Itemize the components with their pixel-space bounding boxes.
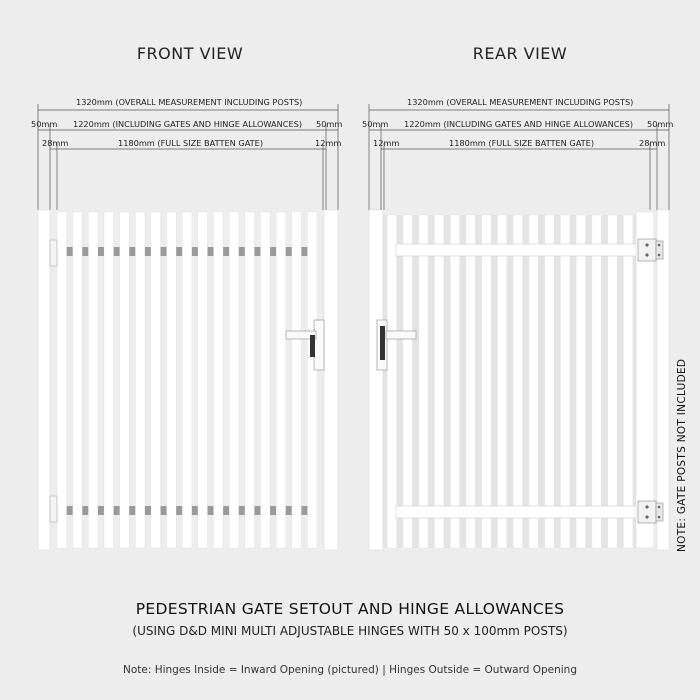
rear-slat (529, 215, 538, 548)
front-slat (120, 212, 130, 548)
front-rail-gap (208, 506, 214, 515)
rear-slat (513, 215, 522, 548)
front-slat (57, 212, 67, 548)
front-overall-dimension: 1320mm (OVERALL MEASUREMENT INCLUDING POSTS) (76, 97, 303, 107)
rear-right-gap-dimension: 28mm (639, 138, 666, 148)
front-slat (292, 212, 302, 548)
front-rail-gap (270, 247, 276, 256)
rear-slats (383, 215, 636, 548)
front-rail-gap (129, 247, 135, 256)
rear-dimension-lines (369, 104, 669, 210)
front-rail-gap (301, 506, 307, 515)
front-rail-gap (254, 506, 260, 515)
front-view-title: FRONT VIEW (136, 44, 244, 63)
front-left-post (38, 210, 50, 550)
front-slat (213, 212, 223, 548)
front-rail-gap (176, 506, 182, 515)
front-slat (245, 212, 255, 548)
front-slat (167, 212, 177, 548)
front-rail-gap (82, 247, 88, 256)
front-rail-gap (82, 506, 88, 515)
rear-left-post-dimension: 50mm (362, 119, 389, 129)
front-left-post-dimension: 50mm (31, 119, 58, 129)
rear-bottom-rail (396, 506, 638, 518)
front-rail-gap (192, 506, 198, 515)
front-rail-gap (192, 247, 198, 256)
front-right-post-dimension: 50mm (316, 119, 343, 129)
front-rail-gap (208, 247, 214, 256)
rear-slat (545, 215, 554, 548)
front-rail-gap (161, 506, 167, 515)
front-slat (260, 212, 270, 548)
front-right-post (324, 210, 338, 550)
rear-slat (608, 215, 617, 548)
front-rail-gap (145, 506, 151, 515)
front-slat (104, 212, 114, 548)
front-batten-gate-dimension: 1180mm (FULL SIZE BATTEN GATE) (118, 138, 264, 148)
front-slat (229, 212, 239, 548)
rear-slat (497, 215, 506, 548)
front-rail-gap (239, 506, 245, 515)
front-left-gap-dimension: 28mm (42, 138, 69, 148)
rear-slat (403, 215, 412, 548)
rear-view-title: REAR VIEW (472, 44, 568, 63)
front-rail-gap (114, 506, 120, 515)
rear-gates-hinge-dimension: 1220mm (INCLUDING GATES AND HINGE ALLOWANCES) (404, 119, 634, 129)
front-slat (151, 212, 161, 548)
rear-top-rail (396, 244, 638, 256)
rear-batten-gate-dimension: 1180mm (FULL SIZE BATTEN GATE) (449, 138, 595, 148)
caption-title: PEDESTRIAN GATE SETOUT AND HINGE ALLOWANCES (135, 600, 565, 618)
front-bottom-hinge-icon (50, 496, 57, 522)
rear-slat (592, 215, 601, 548)
front-top-hinge-icon (50, 240, 57, 266)
rear-gate (369, 210, 669, 550)
rear-left-gap-dimension: 12mm (373, 138, 400, 148)
front-gate (38, 210, 338, 550)
front-rail-gap (176, 247, 182, 256)
rear-left-post (369, 210, 383, 550)
front-slat (182, 212, 192, 548)
front-slat (307, 212, 317, 548)
front-rail-gap (145, 247, 151, 256)
front-rail-gap (98, 506, 104, 515)
rear-slat (560, 215, 569, 548)
front-rail-gap (161, 247, 167, 256)
front-rail-gap (67, 247, 73, 256)
rear-gate-stile (636, 212, 654, 548)
front-rail-gap (270, 506, 276, 515)
rear-slat (482, 215, 491, 548)
front-rail-gap (129, 506, 135, 515)
front-slat (198, 212, 208, 548)
caption-subtitle: (USING D&D MINI MULTI ADJUSTABLE HINGES WITH 50 x 100mm POSTS) (132, 624, 568, 638)
front-gates-hinge-dimension: 1220mm (INCLUDING GATES AND HINGE ALLOWANCES) (73, 119, 303, 129)
rear-slat (623, 215, 632, 548)
gate-posts-note: NOTE: GATE POSTS NOT INCLUDED (676, 358, 688, 552)
rear-right-post (657, 210, 669, 550)
front-slat (276, 212, 286, 548)
front-rail-gap (254, 247, 260, 256)
front-slat (73, 212, 83, 548)
front-rail-gap (114, 247, 120, 256)
front-rail-gap (239, 247, 245, 256)
front-rail-gap (98, 247, 104, 256)
front-slat (88, 212, 98, 548)
rear-slat (387, 215, 396, 548)
rear-slat (434, 215, 443, 548)
front-slats (57, 212, 317, 548)
front-right-gap-dimension: 12mm (315, 138, 342, 148)
rear-right-post-dimension: 50mm (647, 119, 674, 129)
front-rail-gap (301, 247, 307, 256)
rear-overall-dimension: 1320mm (OVERALL MEASUREMENT INCLUDING POSTS) (407, 97, 634, 107)
rear-slat (419, 215, 428, 548)
front-rail-gap (286, 247, 292, 256)
front-rail-gap (223, 506, 229, 515)
front-rail-gap (286, 506, 292, 515)
rear-top-hinge-icon (638, 239, 663, 261)
opening-note: Note: Hinges Inside = Inward Opening (pictured) | Hinges Outside = Outward Opening (122, 664, 578, 676)
front-dimension-lines (38, 104, 338, 210)
front-rail-gap (223, 247, 229, 256)
rear-bottom-hinge-icon (638, 501, 663, 523)
rear-slat (576, 215, 585, 548)
rear-slat (450, 215, 459, 548)
front-rail-gap (67, 506, 73, 515)
rear-slat (466, 215, 475, 548)
front-slat (135, 212, 145, 548)
